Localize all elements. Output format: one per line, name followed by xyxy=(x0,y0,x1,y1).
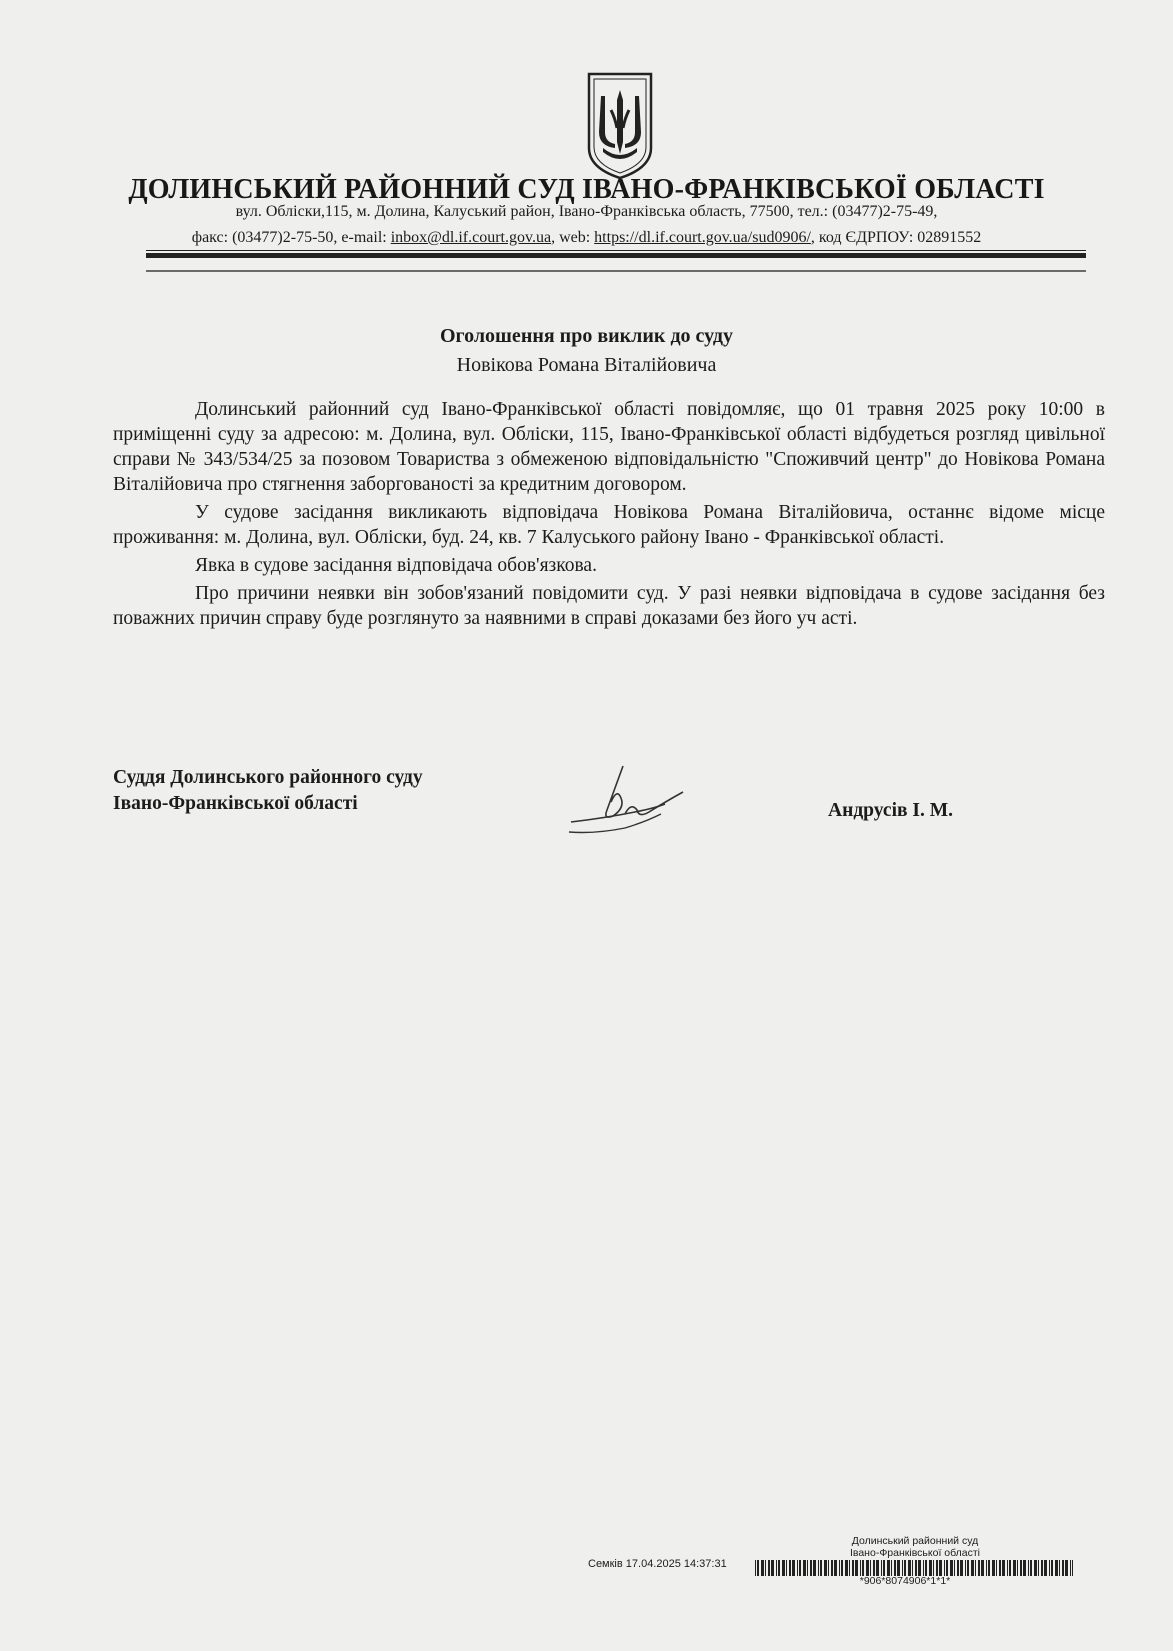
barcode-bar xyxy=(807,1560,808,1576)
barcode-bar xyxy=(891,1560,892,1576)
barcode-bar xyxy=(975,1560,976,1576)
barcode-bar xyxy=(1034,1560,1037,1576)
barcode-bar xyxy=(1051,1560,1053,1576)
barcode-bar xyxy=(852,1560,854,1576)
barcode-bar xyxy=(755,1560,756,1576)
barcode-bar xyxy=(1072,1560,1073,1576)
barcode-bar xyxy=(862,1560,864,1576)
barcode-bar xyxy=(855,1560,858,1576)
barcode-bar xyxy=(1044,1560,1047,1576)
barcode-bar xyxy=(996,1560,997,1576)
barcode-bar xyxy=(925,1560,927,1576)
barcode-bar xyxy=(881,1560,882,1576)
barcode-bar xyxy=(923,1560,924,1576)
barcode-bar xyxy=(954,1560,955,1576)
barcode-bar xyxy=(839,1560,840,1576)
barcode-bar xyxy=(803,1560,806,1576)
barcode-bar xyxy=(841,1560,843,1576)
barcode-bar xyxy=(887,1560,890,1576)
barcode-bar xyxy=(1017,1560,1018,1576)
barcode-bar xyxy=(933,1560,934,1576)
barcode xyxy=(755,1560,1073,1576)
barcode-bar xyxy=(1065,1560,1068,1576)
barcode-bar xyxy=(1009,1560,1011,1576)
barcode-code: *906*8074906*1*1* xyxy=(859,1575,951,1587)
paragraph-attendance: Явка в судове засідання відповідача обов'язкова. xyxy=(195,555,597,576)
barcode-bar xyxy=(776,1560,777,1576)
notice-body xyxy=(113,397,1105,634)
barcode-bar xyxy=(1007,1560,1008,1576)
barcode-bar xyxy=(957,1560,959,1576)
barcode-bar xyxy=(757,1560,759,1576)
barcode-bar xyxy=(789,1560,791,1576)
barcode-bar xyxy=(870,1560,871,1576)
barcode-bar xyxy=(761,1560,764,1576)
barcode-bar xyxy=(908,1560,911,1576)
barcode-bar xyxy=(915,1560,917,1576)
barcode-bar xyxy=(918,1560,921,1576)
barcode-bar xyxy=(834,1560,837,1576)
barcode-bar xyxy=(999,1560,1001,1576)
paragraph-absence: Про причини неявки він зобов'язаний повідомити суд. У разі неявки відповідача в судове засідання без поважних причин справу буде розглянуто за наявними в справі доказами без його уч асті. xyxy=(113,583,1105,629)
barcode-bar xyxy=(799,1560,801,1576)
court-name: ДОЛИНСЬКИЙ РАЙОННИЙ СУД ІВАНО-ФРАНКІВСЬКОЇ ОБЛАСТІ xyxy=(128,174,1045,205)
barcode-bar xyxy=(967,1560,969,1576)
barcode-bar xyxy=(971,1560,974,1576)
barcode-bar xyxy=(1030,1560,1032,1576)
barcode-bar xyxy=(978,1560,980,1576)
barcode-bar xyxy=(820,1560,822,1576)
barcode-bar xyxy=(1013,1560,1016,1576)
barcode-bar xyxy=(849,1560,850,1576)
barcode-bar xyxy=(824,1560,827,1576)
barcode-bar xyxy=(810,1560,812,1576)
stamp-court-line1: Долинський районний суд xyxy=(851,1535,979,1547)
barcode-bar xyxy=(866,1560,869,1576)
registration-stamp-court xyxy=(830,1535,1000,1559)
barcode-bar xyxy=(786,1560,787,1576)
handwritten-signature xyxy=(565,758,705,838)
header-divider-bottom xyxy=(146,270,1086,272)
barcode-bar xyxy=(950,1560,953,1576)
notice-subject: Новікова Романа Віталійовича xyxy=(456,354,717,376)
barcode-bar xyxy=(912,1560,913,1576)
fax-text: факс: (03477)2-75-50, e-mail: xyxy=(191,229,391,246)
barcode-bar xyxy=(782,1560,785,1576)
paragraph-hearing: Долинський районний суд Івано-Франківської області повідомляє, що 01 травня 2025 року 10:00 в приміщенні суду за адресою: м. Долина, вул. Обліски, 115, Івано-Франківської області відбудеться розгляд цивільної справи № 343/534/25 за позовом Товариства з обмеженою відповідальністю "Споживчий центр" до Новікова Романа Віталійовича про стягнення заборгованості за кредитним договором. xyxy=(113,399,1105,495)
court-contacts xyxy=(0,229,1173,247)
barcode-bar xyxy=(960,1560,963,1576)
barcode-bar xyxy=(946,1560,948,1576)
header-divider-thin xyxy=(146,250,1086,251)
judge-name: Андрусів І. М. xyxy=(828,800,954,821)
barcode-bar xyxy=(965,1560,966,1576)
barcode-bar xyxy=(897,1560,900,1576)
barcode-bar xyxy=(1070,1560,1071,1576)
barcode-bar xyxy=(797,1560,798,1576)
stamp-court-line2: Івано-Франківської області xyxy=(849,1547,981,1559)
barcode-bar xyxy=(1002,1560,1005,1576)
barcode-bar xyxy=(986,1560,987,1576)
barcode-bar xyxy=(792,1560,795,1576)
barcode-bar xyxy=(828,1560,829,1576)
barcode-bar xyxy=(902,1560,903,1576)
barcode-bar xyxy=(1049,1560,1050,1576)
barcode-bar xyxy=(778,1560,780,1576)
barcode-bar xyxy=(981,1560,984,1576)
barcode-bar xyxy=(904,1560,906,1576)
barcode-bar xyxy=(1023,1560,1026,1576)
barcode-bar xyxy=(944,1560,945,1576)
barcode-bar xyxy=(1020,1560,1022,1576)
barcode-bar xyxy=(1041,1560,1043,1576)
barcode-bar xyxy=(894,1560,896,1576)
barcode-bar xyxy=(992,1560,995,1576)
barcode-bar xyxy=(771,1560,774,1576)
barcode-bar xyxy=(818,1560,819,1576)
barcode-bar xyxy=(929,1560,932,1576)
email-link[interactable]: inbox@dl.if.court.gov.ua xyxy=(390,229,552,246)
barcode-bar xyxy=(883,1560,885,1576)
barcode-bar xyxy=(936,1560,938,1576)
court-address: вул. Обліски,115, м. Долина, Калуський район, Івано-Франківська область, 77500, тел.: (03477)2-75-49, xyxy=(235,203,938,220)
header-divider-thick xyxy=(146,253,1086,258)
barcode-bar xyxy=(988,1560,990,1576)
barcode-bar xyxy=(1038,1560,1039,1576)
website-link[interactable]: https://dl.if.court.gov.ua/sud0906/ xyxy=(594,229,811,246)
barcode-bar xyxy=(873,1560,875,1576)
barcode-bar xyxy=(1059,1560,1060,1576)
barcode-bar xyxy=(768,1560,770,1576)
barcode-bar xyxy=(765,1560,766,1576)
paragraph-summons: У судове засідання викликають відповідача Новікова Романа Віталійовича, останнє відоме місце проживання: м. Долина, вул. Обліски, буд. 24, кв. 7 Калуського району Івано - Франківської області. xyxy=(113,502,1105,548)
registration-timestamp: Семків 17.04.2025 14:37:31 xyxy=(588,1558,727,1570)
barcode-bar xyxy=(939,1560,942,1576)
barcode-bar xyxy=(1055,1560,1058,1576)
barcode-bar xyxy=(831,1560,833,1576)
barcode-bar xyxy=(845,1560,848,1576)
judge-title-line1: Суддя Долинського районного суду xyxy=(113,767,423,788)
notice-title: Оголошення про виклик до суду xyxy=(439,325,734,347)
web-prefix: , web: xyxy=(551,229,595,246)
barcode-bar xyxy=(860,1560,861,1576)
edrpou-code: , код ЄДРПОУ: 02891552 xyxy=(810,229,982,246)
ukraine-trident-icon xyxy=(585,70,655,182)
barcode-bar xyxy=(876,1560,879,1576)
barcode-bar xyxy=(1028,1560,1029,1576)
barcode-bar xyxy=(1062,1560,1064,1576)
judge-title xyxy=(113,765,423,817)
judge-title-line2: Івано-Франківської області xyxy=(113,793,358,814)
barcode-bar xyxy=(813,1560,816,1576)
